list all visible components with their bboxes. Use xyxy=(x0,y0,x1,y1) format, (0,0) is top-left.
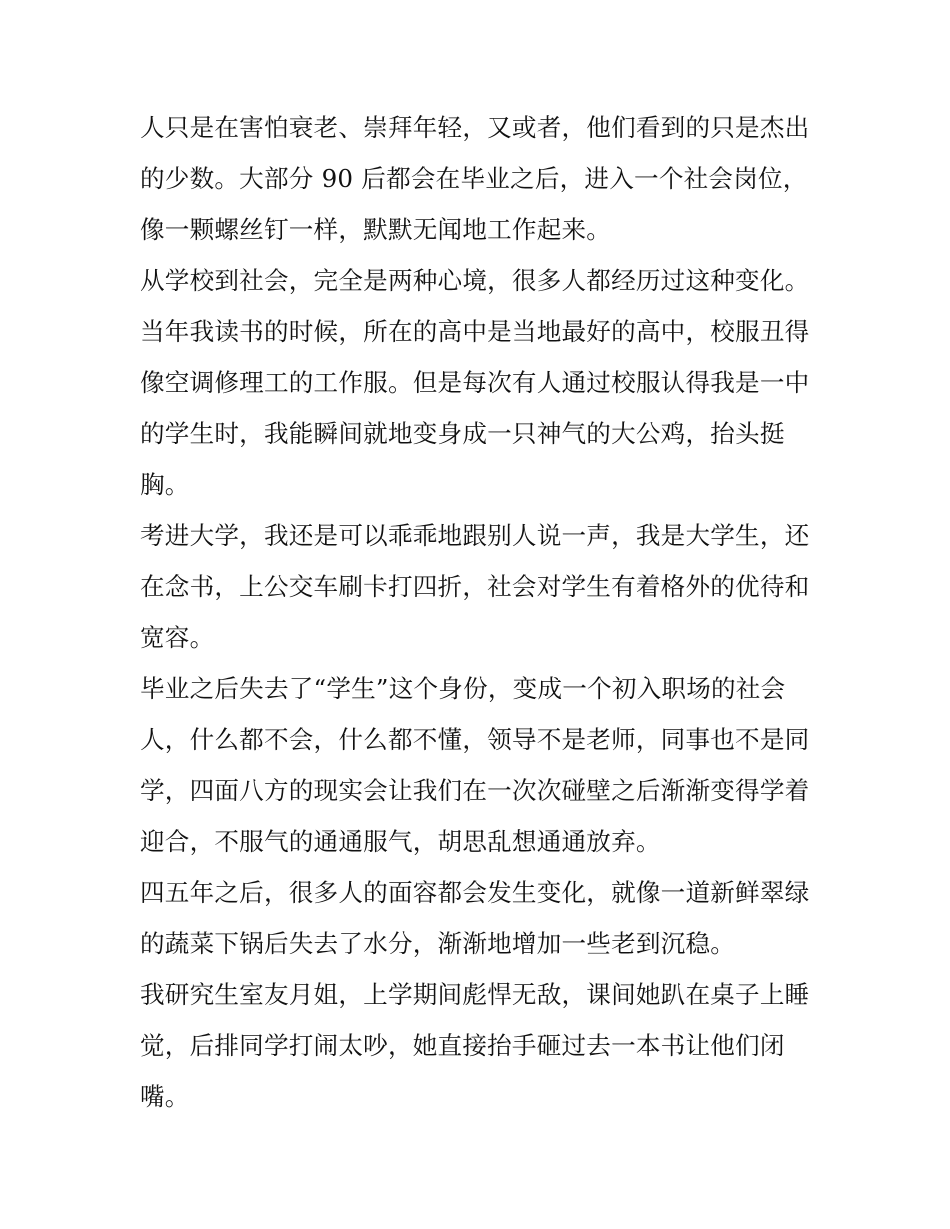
text-line: 在念书，上公交车刷卡打四折，社会对学生有着格外的优待和 xyxy=(140,572,810,601)
text-line: 的少数。大部分 90 后都会在毕业之后，进入一个社会岗位， xyxy=(140,164,808,193)
text-line: 当年我读书的时候，所在的高中是当地最好的高中，校服丑得 xyxy=(140,317,810,346)
text-line: 考进大学，我还是可以乖乖地跟别人说一声，我是大学生，还 xyxy=(140,521,810,550)
text-line: 像一颗螺丝钉一样，默默无闻地工作起来。 xyxy=(140,215,612,244)
text-line: 迎合，不服气的通通服气，胡思乱想通通放弃。 xyxy=(140,827,661,856)
text-line: 觉，后排同学打闹太吵，她直接抬手砸过去一本书让他们闭 xyxy=(140,1031,785,1060)
text-line: 毕业之后失去了“学生”这个身份，变成一个初入职场的社会 xyxy=(140,674,786,703)
text-line: 学，四面八方的现实会让我们在一次次碰壁之后渐渐变得学着 xyxy=(140,776,810,805)
text-line: 人，什么都不会，什么都不懂，领导不是老师，同事也不是同 xyxy=(140,725,810,754)
text-line: 四五年之后，很多人的面容都会发生变化，就像一道新鲜翠绿 xyxy=(140,878,810,907)
text-line: 我研究生室友月姐，上学期间彪悍无敌，课间她趴在桌子上睡 xyxy=(140,980,810,1009)
text-line: 人只是在害怕衰老、崇拜年轻，又或者，他们看到的只是杰出 xyxy=(140,113,810,142)
text-line: 的学生时，我能瞬间就地变身成一只神气的大公鸡，抬头挺 xyxy=(140,419,785,448)
text-line: 从学校到社会，完全是两种心境，很多人都经历过这种变化。 xyxy=(140,266,810,295)
text-line: 胸。 xyxy=(140,470,190,499)
text-line: 的蔬菜下锅后失去了水分，渐渐地增加一些老到沉稳。 xyxy=(140,929,736,958)
text-line: 像空调修理工的工作服。但是每次有人通过校服认得我是一中 xyxy=(140,368,810,397)
text-line: 宽容。 xyxy=(140,623,215,652)
text-line: 嘴。 xyxy=(140,1082,190,1111)
